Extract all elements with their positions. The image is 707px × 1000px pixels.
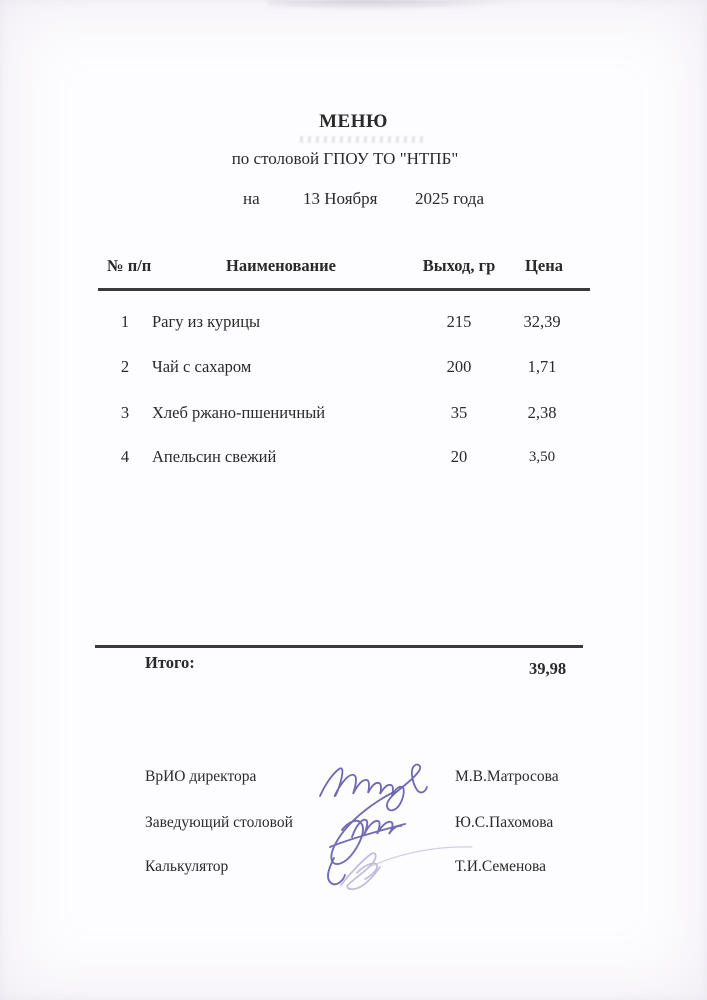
dish-price: 32,39 <box>523 312 561 331</box>
total-label: Итого: <box>145 653 195 672</box>
table-row <box>98 403 590 423</box>
date-day: 13 Ноября <box>303 189 378 208</box>
signer-name: Т.И.Семенова <box>455 858 546 875</box>
total-value: 39,98 <box>528 659 567 678</box>
signer-name: Ю.С.Пахомова <box>455 814 554 831</box>
dish-output: 20 <box>450 447 468 466</box>
dish-output: 200 <box>446 357 472 376</box>
signature-ink-calculator <box>341 847 472 889</box>
column-header-name: Наименование <box>226 256 336 275</box>
column-header-price: Цена <box>525 256 563 275</box>
dish-name: Рагу из курицы <box>152 312 261 331</box>
document-title: МЕНЮ <box>319 111 388 132</box>
total-rule <box>95 645 583 648</box>
table-row <box>98 357 590 377</box>
column-header-output: Выход, гр <box>422 256 496 275</box>
dish-price: 3,50 <box>528 449 556 465</box>
table-row <box>98 312 590 332</box>
row-number: 3 <box>120 403 130 422</box>
signer-role: Калькулятор <box>145 858 229 875</box>
dish-name: Чай с сахаром <box>152 357 252 376</box>
dish-name: Апельсин свежий <box>152 447 277 466</box>
row-number: 2 <box>120 357 130 376</box>
row-number: 1 <box>120 312 130 331</box>
dish-output: 35 <box>450 403 468 422</box>
dish-price: 2,38 <box>527 403 557 422</box>
table-header-row <box>98 256 590 276</box>
signer-role: Заведующий столовой <box>145 814 293 831</box>
table-header-rule <box>98 288 590 291</box>
dish-output: 215 <box>446 312 472 331</box>
row-number: 4 <box>120 447 130 466</box>
date-year: 2025 года <box>415 189 485 208</box>
signature-ink-manager <box>328 793 405 884</box>
scan-artifact-smudge <box>268 0 518 11</box>
table-row <box>98 447 590 467</box>
dish-name: Хлеб ржано-пшеничный <box>152 403 326 422</box>
column-header-number: № п/п <box>107 256 152 275</box>
bleed-through-ghost-text <box>300 136 428 143</box>
signer-name: М.В.Матросова <box>455 768 559 785</box>
document-subtitle: по столовой ГПОУ ТО "НТПБ" <box>231 149 459 168</box>
dish-price: 1,71 <box>527 357 557 376</box>
date-prefix: на <box>243 189 260 208</box>
signature-ink-director <box>320 765 427 811</box>
signer-role: ВрИО директора <box>145 768 257 785</box>
